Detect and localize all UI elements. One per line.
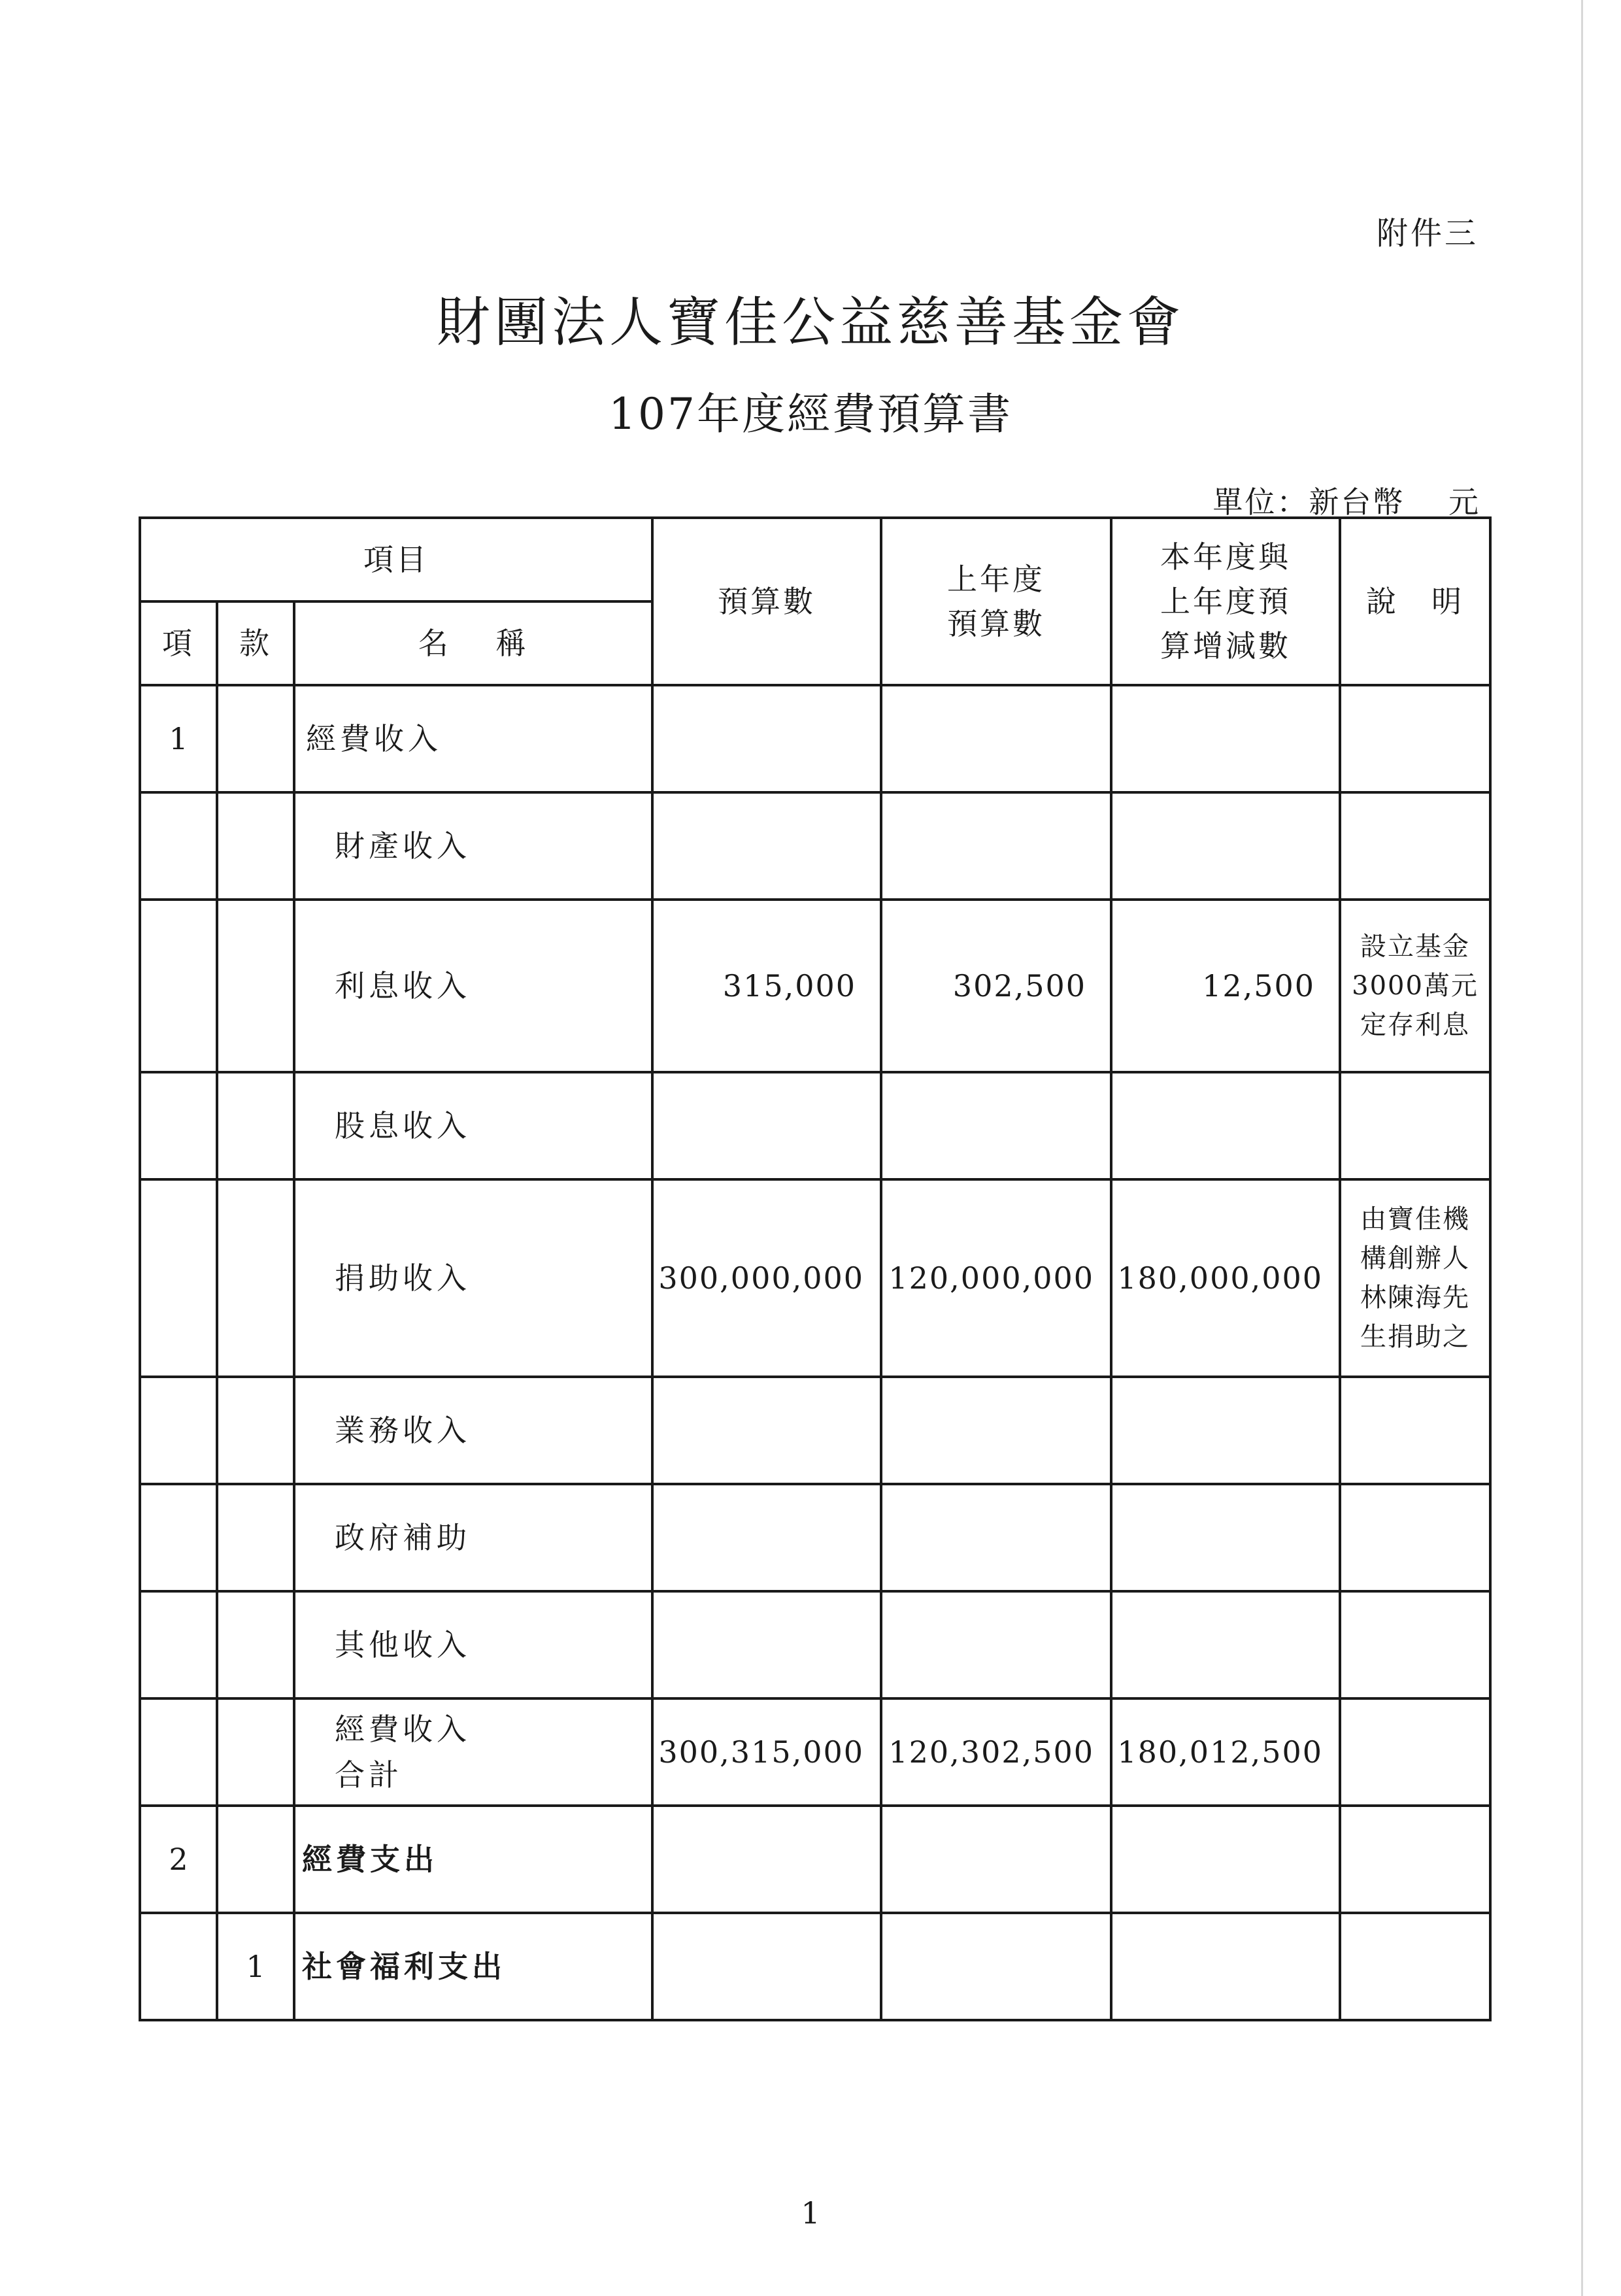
- table-row: [140, 1377, 1490, 1484]
- cell-prev: 302,500: [881, 900, 1111, 1072]
- cell-kuan: [217, 1806, 294, 1913]
- cell-prev: [881, 1806, 1111, 1913]
- table-row: [140, 1179, 1490, 1377]
- cell-prev: [881, 1072, 1111, 1179]
- page-number: 1: [801, 2195, 820, 2231]
- cell-xiang: 2: [140, 1806, 217, 1913]
- cell-note: 由寶佳機 構創辦人 林陳海先 生捐助之: [1340, 1179, 1490, 1377]
- cell-xiang: [140, 1377, 217, 1484]
- cell-budget: 300,315,000: [652, 1698, 881, 1806]
- cell-note: [1340, 1806, 1490, 1913]
- cell-xiang: [140, 1072, 217, 1179]
- cell-kuan: [217, 792, 294, 900]
- table-row: [140, 1072, 1490, 1179]
- cell-note: [1340, 1591, 1490, 1698]
- cell-note: [1340, 1913, 1490, 2020]
- cell-budget: [652, 1072, 881, 1179]
- cell-note: [1340, 685, 1490, 792]
- table-row: [140, 900, 1490, 1072]
- table-row: [140, 685, 1490, 792]
- cell-budget: [652, 1484, 881, 1591]
- cell-diff: 180,000,000: [1111, 1179, 1340, 1377]
- header-budget: 預算數: [652, 518, 881, 685]
- cell-xiang: 1: [140, 685, 217, 792]
- cell-budget: [652, 792, 881, 900]
- cell-note: [1340, 1484, 1490, 1591]
- cell-kuan: [217, 1484, 294, 1591]
- cell-name: 股息收入: [294, 1072, 652, 1179]
- cell-xiang: [140, 1698, 217, 1806]
- cell-prev: 120,000,000: [881, 1179, 1111, 1377]
- cell-diff: [1111, 1484, 1340, 1591]
- cell-note: [1340, 1377, 1490, 1484]
- document-subtitle: 107年度經費預算書: [609, 389, 1012, 439]
- cell-diff: [1111, 1806, 1340, 1913]
- cell-kuan: [217, 900, 294, 1072]
- cell-budget: 315,000: [652, 900, 881, 1072]
- header-kuan: 款: [217, 601, 294, 685]
- cell-name: 經費支出: [294, 1806, 652, 1913]
- cell-diff: [1111, 792, 1340, 900]
- cell-prev: [881, 1484, 1111, 1591]
- cell-budget: 300,000,000: [652, 1179, 881, 1377]
- document-title: 財團法人寶佳公益慈善基金會: [436, 292, 1184, 354]
- cell-xiang: [140, 792, 217, 900]
- cell-prev: [881, 1913, 1111, 2020]
- cell-xiang: [140, 1591, 217, 1698]
- attachment-label: 附件三: [1376, 215, 1479, 252]
- cell-xiang: [140, 900, 217, 1072]
- cell-xiang: [140, 1179, 217, 1377]
- header-xiang: 項: [140, 601, 217, 685]
- cell-name: 經費收入 合計: [294, 1698, 652, 1806]
- cell-diff: [1111, 1377, 1340, 1484]
- cell-prev: [881, 1377, 1111, 1484]
- cell-kuan: [217, 1591, 294, 1698]
- cell-budget: [652, 1913, 881, 2020]
- cell-name: 其他收入: [294, 1591, 652, 1698]
- cell-name: 政府補助: [294, 1484, 652, 1591]
- cell-budget: [652, 1377, 881, 1484]
- cell-kuan: [217, 1377, 294, 1484]
- cell-kuan: [217, 1698, 294, 1806]
- cell-kuan: [217, 1072, 294, 1179]
- header-name: 名 稱: [294, 601, 652, 685]
- table-row: [140, 1913, 1490, 2020]
- cell-budget: [652, 685, 881, 792]
- cell-name: 社會福利支出: [294, 1913, 652, 2020]
- cell-diff: 12,500: [1111, 900, 1340, 1072]
- cell-note: [1340, 1698, 1490, 1806]
- cell-diff: [1111, 1591, 1340, 1698]
- cell-xiang: [140, 1913, 217, 2020]
- currency-unit: 單位：新台幣 元: [1212, 484, 1480, 520]
- table-row: [140, 1591, 1490, 1698]
- table-row: [140, 1806, 1490, 1913]
- cell-note: 設立基金 3000萬元 定存利息: [1340, 900, 1490, 1072]
- cell-prev: [881, 792, 1111, 900]
- budget-table: [139, 516, 1492, 2021]
- cell-diff: [1111, 685, 1340, 792]
- cell-name: 經費收入: [294, 685, 652, 792]
- cell-name: 業務收入: [294, 1377, 652, 1484]
- table-row: [140, 1484, 1490, 1591]
- cell-name: 財產收入: [294, 792, 652, 900]
- cell-prev: [881, 685, 1111, 792]
- table-row: [140, 1698, 1490, 1806]
- cell-kuan: 1: [217, 1913, 294, 2020]
- cell-note: [1340, 792, 1490, 900]
- cell-name: 利息收入: [294, 900, 652, 1072]
- header-item: 項目: [140, 518, 652, 601]
- table-row: [140, 792, 1490, 900]
- header-row-1: [140, 518, 1490, 601]
- cell-diff: 180,012,500: [1111, 1698, 1340, 1806]
- header-diff: 本年度與 上年度預 算增減數: [1111, 518, 1340, 685]
- header-prev-budget: 上年度 預算數: [881, 518, 1111, 685]
- cell-xiang: [140, 1484, 217, 1591]
- cell-note: [1340, 1072, 1490, 1179]
- cell-prev: 120,302,500: [881, 1698, 1111, 1806]
- cell-kuan: [217, 685, 294, 792]
- cell-budget: [652, 1806, 881, 1913]
- cell-diff: [1111, 1913, 1340, 2020]
- header-note: 說 明: [1340, 518, 1490, 685]
- cell-prev: [881, 1591, 1111, 1698]
- cell-name: 捐助收入: [294, 1179, 652, 1377]
- cell-budget: [652, 1591, 881, 1698]
- cell-kuan: [217, 1179, 294, 1377]
- cell-diff: [1111, 1072, 1340, 1179]
